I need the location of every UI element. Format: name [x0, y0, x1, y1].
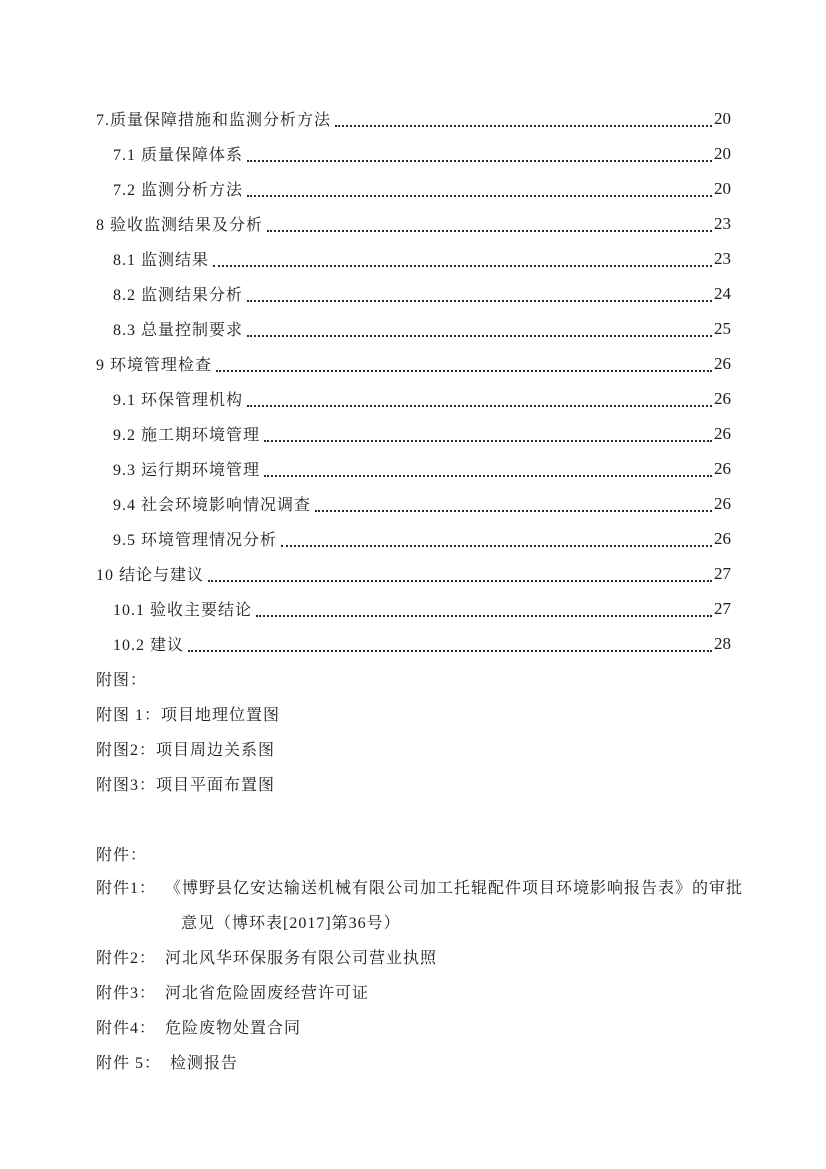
- toc-entry-label: 8.1 监测结果: [113, 252, 210, 269]
- toc-entry-label: 8.2 监测结果分析: [113, 287, 244, 304]
- dotted-leader: [247, 300, 712, 302]
- toc-entry: [96, 276, 731, 311]
- toc-entry: [96, 171, 731, 206]
- dotted-leader: [264, 475, 712, 477]
- toc-entry-page: 28: [714, 633, 731, 653]
- toc-entry: [96, 311, 731, 346]
- toc-entry-page: 26: [714, 528, 731, 548]
- toc-entry-page: 27: [714, 563, 731, 583]
- attachment-label: 附件3：: [96, 985, 157, 1002]
- toc-entry-page: 20: [714, 108, 731, 128]
- toc-entry-page: 23: [714, 213, 731, 233]
- toc-entry-page: 26: [714, 423, 731, 443]
- figure-item-label: 附图 1：项目地理位置图: [96, 707, 281, 724]
- toc-entry: [96, 101, 731, 136]
- figures-list: [96, 696, 731, 801]
- toc-entry-label: 7.1 质量保障体系: [113, 147, 244, 164]
- figure-list-item: [96, 766, 731, 801]
- dotted-leader: [315, 510, 712, 512]
- attachment-lines: [165, 941, 437, 976]
- toc-entry-page: 25: [714, 318, 731, 338]
- blank-line: [96, 801, 731, 836]
- toc-entry-label: 7.质量保障措施和监测分析方法: [96, 112, 332, 129]
- figures-heading: 附图：: [96, 672, 148, 689]
- attachment-line: 危险废物处置合同: [165, 1020, 302, 1037]
- attachment-list-item: [96, 871, 744, 941]
- attachment-list-item: [96, 941, 731, 976]
- attachment-lines: [165, 976, 369, 1011]
- dotted-leader: [264, 440, 712, 442]
- toc-entry-page: 26: [714, 388, 731, 408]
- toc-entry-label: 9.2 施工期环境管理: [113, 427, 261, 444]
- toc-entry-label: 9.1 环保管理机构: [113, 392, 244, 409]
- toc-entry-page: 26: [714, 458, 731, 478]
- attachment-list-item: [96, 1046, 731, 1081]
- dotted-leader: [247, 405, 712, 407]
- attachment-lines: [165, 871, 744, 941]
- toc-entry-label: 9.5 环境管理情况分析: [113, 532, 278, 549]
- toc-entry-page: 24: [714, 283, 731, 303]
- toc-entry-label: 8.3 总量控制要求: [113, 322, 244, 339]
- dotted-leader: [247, 335, 712, 337]
- attachment-line: 意见（博环表[2017]第36号）: [181, 915, 401, 932]
- toc-entry-page: 26: [714, 493, 731, 513]
- attachment-label: 附件1：: [96, 880, 157, 897]
- attachment-label: 附件4：: [96, 1020, 157, 1037]
- attachment-lines: [165, 1011, 301, 1046]
- attachment-line: 河北省危险固废经营许可证: [165, 985, 370, 1002]
- toc-entry-label: 10.2 建议: [113, 637, 185, 654]
- toc-entry-page: 26: [714, 353, 731, 373]
- figure-item-label: 附图2：项目周边关系图: [96, 742, 276, 759]
- toc-entry-label: 8 验收监测结果及分析: [96, 217, 264, 234]
- toc-entry-page: 20: [714, 178, 731, 198]
- attachment-label: 附件2：: [96, 950, 157, 967]
- toc-entry: [96, 136, 731, 171]
- attachment-line: 河北风华环保服务有限公司营业执照: [165, 950, 438, 967]
- toc-entry-label: 9 环境管理检查: [96, 357, 213, 374]
- figure-list-item: [96, 731, 731, 766]
- figure-list-item: [96, 696, 731, 731]
- attachment-line: 《博野县亿安达输送机械有限公司加工托辊配件项目环境影响报告表》的审批: [165, 880, 744, 897]
- toc-entry: [96, 451, 731, 486]
- attachments-heading: 附件：: [96, 847, 148, 864]
- toc-entry: [96, 486, 731, 521]
- toc-entry-label: 9.3 运行期环境管理: [113, 462, 261, 479]
- dotted-leader: [216, 370, 712, 372]
- attachment-line: 检测报告: [170, 1055, 239, 1072]
- toc-entry: [96, 521, 731, 556]
- toc-entry: [96, 381, 731, 416]
- dotted-leader: [208, 580, 712, 582]
- dotted-leader: [213, 265, 712, 267]
- toc-list: [96, 101, 731, 661]
- toc-entry: [96, 416, 731, 451]
- toc-entry-label: 9.4 社会环境影响情况调查: [113, 497, 312, 514]
- figures-heading-row: [96, 661, 731, 696]
- dotted-leader: [247, 160, 712, 162]
- toc-entry-label: 10 结论与建议: [96, 567, 205, 584]
- toc-entry: [96, 346, 731, 381]
- toc-entry: [96, 591, 731, 626]
- toc-entry-page: 23: [714, 248, 731, 268]
- attachment-label: 附件 5：: [96, 1055, 162, 1072]
- toc-entry-label: 10.1 验收主要结论: [113, 602, 253, 619]
- dotted-leader: [281, 545, 712, 547]
- toc-entry: [96, 626, 731, 661]
- attachment-list-item: [96, 976, 731, 1011]
- toc-entry-label: 7.2 监测分析方法: [113, 182, 244, 199]
- toc-entry-page: 27: [714, 598, 731, 618]
- toc-entry: [96, 556, 731, 591]
- dotted-leader: [267, 230, 712, 232]
- dotted-leader: [335, 125, 712, 127]
- toc-entry: [96, 206, 731, 241]
- figure-item-label: 附图3：项目平面布置图: [96, 777, 276, 794]
- attachments-heading-row: [96, 836, 731, 871]
- toc-page-content: [96, 101, 744, 1081]
- dotted-leader: [188, 650, 712, 652]
- dotted-leader: [247, 195, 712, 197]
- toc-entry-page: 20: [714, 143, 731, 163]
- dotted-leader: [256, 615, 712, 617]
- toc-entry: [96, 241, 731, 276]
- attachment-list-item: [96, 1011, 731, 1046]
- attachment-lines: [170, 1046, 238, 1081]
- attachments-list: [96, 871, 744, 1081]
